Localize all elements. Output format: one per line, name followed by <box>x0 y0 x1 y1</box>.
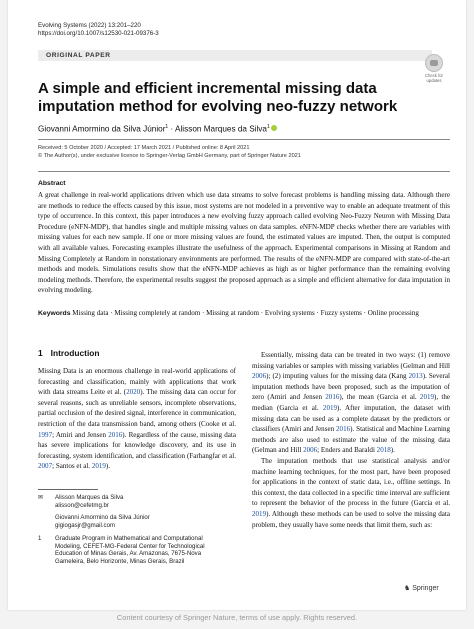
divider <box>38 171 450 172</box>
coauthor-name: Giovanni Amormino da Silva Júnior <box>55 514 150 521</box>
journal-header <box>38 22 159 38</box>
citation-link[interactable]: 2019 <box>419 393 435 402</box>
text-run: ; Enders and Baraldi <box>317 446 377 455</box>
abstract-heading: Abstract <box>38 180 66 187</box>
left-column <box>38 366 236 472</box>
author-name[interactable]: Alisson Marques da Silva <box>175 124 267 134</box>
mail-icon: ✉ <box>38 494 44 501</box>
citation-link[interactable]: 2019 <box>322 403 338 412</box>
corresponding-name: Alisson Marques da Silva <box>55 494 124 501</box>
citation-link[interactable]: 2016 <box>325 393 340 402</box>
author-list <box>38 124 277 134</box>
citation-link[interactable]: 2018 <box>376 446 391 455</box>
citation-link[interactable]: 2007 <box>38 462 53 471</box>
text-run: Missing Data is an enormous challenge in real-world applications of forecasting and classification, mainly with applications that work with data streams Leite et al. ( <box>38 367 236 397</box>
text-run: ). Several imputation methods have been proposed, such as the imputation of zero (Amiri and Jensen <box>252 372 450 402</box>
text-run: ). <box>390 446 395 455</box>
body-paragraph <box>252 456 450 530</box>
keywords-list: Missing data · Missing completely at random · Missing at random · Evolving systems · Fuzzy systems · Online processing <box>70 309 419 317</box>
paper-page <box>8 0 466 610</box>
crossmark-label: Check for updates <box>425 73 443 83</box>
crossmark-icon <box>425 54 443 72</box>
affiliation-number: 1 <box>38 535 42 542</box>
affiliation-text: Graduate Program in Mathematical and Computational Modeling, CEFET-MG-Federal Center for Technological Education of Minas Gerais, Av. Amazonas, 7675-Nova Gameleira, Belo Horizonte, Minas Gerais, Brazil <box>55 535 205 565</box>
corresponding-email[interactable]: alisson@cefetmg.br <box>55 501 109 509</box>
body-paragraph <box>38 366 236 472</box>
crossmark-badge[interactable] <box>420 54 448 83</box>
keywords <box>38 308 450 320</box>
section-heading <box>38 348 100 358</box>
coauthor-email[interactable]: gigiogasjr@gmail.com <box>55 521 116 529</box>
springer-horse-icon: ♞ <box>404 585 411 592</box>
history-dates: Received: 5 October 2020 / Accepted: 17 March 2021 / Published online: 8 April 2021 <box>38 145 250 151</box>
affiliation-note <box>38 535 228 565</box>
citation-link[interactable]: 2020 <box>126 388 141 397</box>
coauthor-note <box>38 514 228 529</box>
affiliation-marker: 1 <box>266 124 270 130</box>
text-run: ). After imputation, the dataset with missing data can be used as a complete dataset by the predictors or classifiers (Amiri and Jensen <box>252 403 450 434</box>
citation-link[interactable]: 2016 <box>336 425 351 434</box>
text-run: ; Santos et al. <box>52 462 92 471</box>
text-run: ). The missing data can occur for several reasons, such as unreliable sensors, incomplete observations, partial occlusion of the desired signal, interference in communication, restriction of the data transmission band, among others (Cooke et al. <box>38 388 236 428</box>
section-number: 1 <box>38 348 43 358</box>
keywords-label: Keywords <box>38 310 71 317</box>
text-run: ). Statistical and Machine Learning methods are also used to estimate the value of the missing data (Gelman and Hill <box>252 425 450 455</box>
text-run: ). Regardless of the cause, missing data has severe implications for knowledge discovery, and its use in forecasting, system identification, and classification (Farhangfar et al. <box>38 430 236 460</box>
text-run: ); (2) imputing values for the missing data (Kang <box>266 372 409 381</box>
abstract-text: A great challenge in real-world applications driven which use data streams to solve forecast problems is handling missing data. Although there are methods to reduce the effects caused by this issue, most systems are not modeled in a preventive way to enable an adequate treatment of this type of occurrence. In this context, this paper introduces a new evolving fuzzy approach called evolving Neo-Fuzzy Neuron with Missing Data Procedure (eNFN-MDP), that handles single and multiple missing values on data samples. eNFN-MDP checks whether there are variables with missing values for each new sample. If one or more missing values are found, the estimated values are imputed. Then, the output is computed with all available values. Forecasting examples illustrate the usefulness of the approach. Experimental comparisons in Missing at Random and Missing Completely at Random in nonstationary environments are performed. The results of the eNFN-MDP are compared with state-of-the-art methods and models. Simulations results show that the eNFN-MDP achieves as high as or higher performance than the remaining evolving modeling methods. Therefore, the experimental results suggest the proposed approach as a simple and efficient alternative for data imputation in evolving modeling. <box>38 191 450 295</box>
publication-dates <box>38 144 301 160</box>
citation-link[interactable]: 2006 <box>303 446 318 455</box>
paper-title: A simple and efficient incremental missing data imputation method for evolving neo-fuzzy network <box>38 80 398 115</box>
citation-link[interactable]: 2016 <box>108 430 123 439</box>
journal-citation: Evolving Systems (2022) 13:201–220 <box>38 22 141 29</box>
citation-link[interactable]: 2019 <box>252 509 267 518</box>
text-run: ). <box>105 462 111 471</box>
footnote-divider <box>38 489 98 490</box>
citation-link[interactable]: 2013 <box>408 372 423 381</box>
publisher-logo <box>404 584 439 592</box>
text-run: ; Amiri and Jensen <box>52 430 109 439</box>
text-run: The imputation methods that use statistical analysis and/or machine learning techniques, for the most part, have been proposed for applications in the context of static data, i.e., offline settings. In this context, the data collected in a specific time interval are sufficient to represent the behavior of the process in the future (Garcia et al. <box>252 456 450 508</box>
citation-link[interactable]: 2019 <box>91 462 106 471</box>
text-run: Essentially, missing data can be treated in two ways: (1) remove missing variables or samples with missing variables (Gelman and Hill <box>252 351 450 370</box>
article-type-bar <box>38 50 432 61</box>
text-run: ). Although these methods can be used to solve the missing data problem, they usually have some needs that limit them, such as: <box>252 509 450 529</box>
publisher-name: Springer <box>412 585 439 592</box>
affiliation-marker: 1 <box>165 124 169 130</box>
copyright-line: © The Author(s), under exclusive licence to Springer-Verlag GmbH Germany, part of Springer Nature 2021 <box>38 153 301 159</box>
text-run: ), the median (Garcia et al. <box>252 393 450 412</box>
citation-link[interactable]: 1997 <box>38 430 53 439</box>
courtesy-footer: Content courtesy of Springer Nature, terms of use apply. Rights reserved. <box>116 613 358 622</box>
orcid-icon[interactable] <box>271 125 277 131</box>
author-separator: · <box>168 124 176 134</box>
corresponding-author-note <box>38 494 228 509</box>
divider <box>38 139 450 140</box>
section-title: Introduction <box>50 348 100 358</box>
right-column <box>252 350 450 530</box>
text-run: ), the mean (Garcia et al. <box>339 393 420 402</box>
author-name[interactable]: Giovanni Amormino da Silva Júnior <box>38 124 166 134</box>
body-paragraph <box>252 350 450 456</box>
citation-link[interactable]: 2006 <box>252 372 267 381</box>
doi-link[interactable]: https://doi.org/10.1007/s12530-021-09376-3 <box>38 30 159 37</box>
article-type-label: ORIGINAL PAPER <box>46 51 111 59</box>
